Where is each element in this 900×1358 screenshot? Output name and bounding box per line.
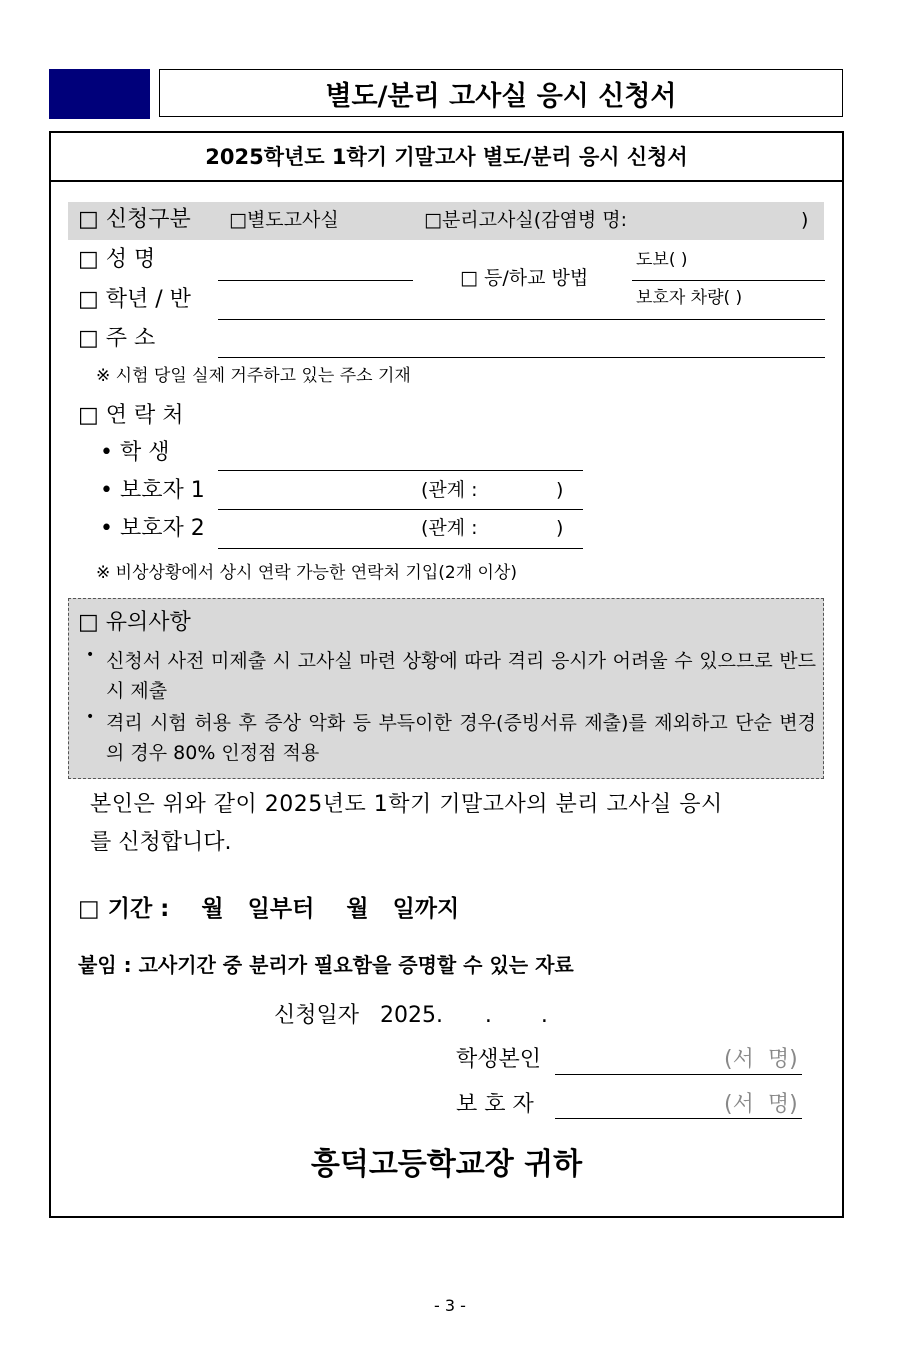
student-contact-label: • 학 생 (100, 440, 170, 465)
address-label: □ 주 소 (78, 326, 156, 351)
guardian1-relation-label: (관계 : (421, 479, 478, 501)
contact-note: ※ 비상상황에서 상시 연락 가능한 연락처 기입(2개 이상) (96, 563, 518, 583)
walk-option[interactable]: 도보( ) (636, 250, 688, 270)
student-signature-label: 학생본인 (456, 1047, 542, 1072)
guardian1-contact-label: • 보호자 1 (100, 478, 205, 503)
contact-label: □ 연 락 처 (78, 403, 184, 428)
student-signature-field[interactable] (555, 1074, 802, 1075)
category-label: □ 신청구분 (78, 207, 191, 232)
guardian2-contact-field[interactable] (218, 548, 583, 549)
application-date: 신청일자 2025. . . (274, 1003, 548, 1028)
guardian1-relation-close: ) (556, 479, 564, 501)
guardian-sign-placeholder: (서 명) (724, 1092, 798, 1117)
notice-item-2: 격리 시험 허용 후 증상 악화 등 부득이한 경우(증빙서류 제출)를 제외하고 단순 변경의 경우 80% 인정점 적용 (106, 712, 816, 764)
document-title: 별도/분리 고사실 응시 신청서 (159, 69, 843, 117)
guardian2-contact-label: • 보호자 2 (100, 516, 205, 541)
parent-car-option[interactable]: 보호자 차량( ) (636, 288, 743, 308)
separate-room-checkbox[interactable]: □별도고사실 (229, 209, 339, 231)
guardian-signature-field[interactable] (555, 1118, 802, 1119)
notice-bullet-2: • (86, 709, 95, 725)
grade-class-label: □ 학년 / 반 (78, 287, 191, 312)
student-contact-field[interactable] (218, 470, 583, 471)
statement-line-2: 를 신청합니다. (90, 830, 232, 855)
guardian1-contact-field[interactable] (218, 509, 583, 510)
attachment-line: 붙임 : 고사기간 중 분리가 필요함을 증명할 수 있는 자료 (78, 953, 574, 977)
address-note: ※ 시험 당일 실제 거주하고 있는 주소 기재 (96, 366, 411, 386)
commute-method-label: □ 등/하교 방법 (460, 267, 589, 289)
page-number: - 3 - (434, 1296, 466, 1315)
notice-title: □ 유의사항 (78, 610, 191, 635)
name-label: □ 성 명 (78, 247, 156, 272)
grade-class-field[interactable] (218, 319, 825, 320)
isolation-room-checkbox[interactable]: □분리고사실(감염병 명: (424, 209, 627, 231)
guardian-signature-label: 보 호 자 (456, 1092, 534, 1117)
guardian2-relation-close: ) (556, 517, 564, 539)
commute-divider (632, 280, 825, 281)
notice-item-1: 신청서 사전 미제출 시 고사실 마련 상황에 따라 격리 응시가 어려울 수 있으므로 반드시 제출 (106, 650, 816, 702)
address-field[interactable] (218, 357, 825, 358)
guardian2-relation-label: (관계 : (421, 517, 478, 539)
name-field[interactable] (218, 280, 413, 281)
period-line: □ 기간 : 월 일부터 월 일까지 (78, 896, 460, 922)
student-sign-placeholder: (서 명) (724, 1047, 798, 1072)
notice-bullet-1: • (86, 647, 95, 663)
statement-line-1: 본인은 위와 같이 2025년도 1학기 기말고사의 분리 고사실 응시 (90, 792, 723, 817)
addressee: 흥덕고등학교장 귀하 (310, 1147, 583, 1182)
header-color-block (49, 69, 150, 119)
isolation-room-close: ) (801, 209, 809, 231)
form-subtitle: 2025학년도 1학기 기말고사 별도/분리 응시 신청서 (49, 131, 844, 182)
